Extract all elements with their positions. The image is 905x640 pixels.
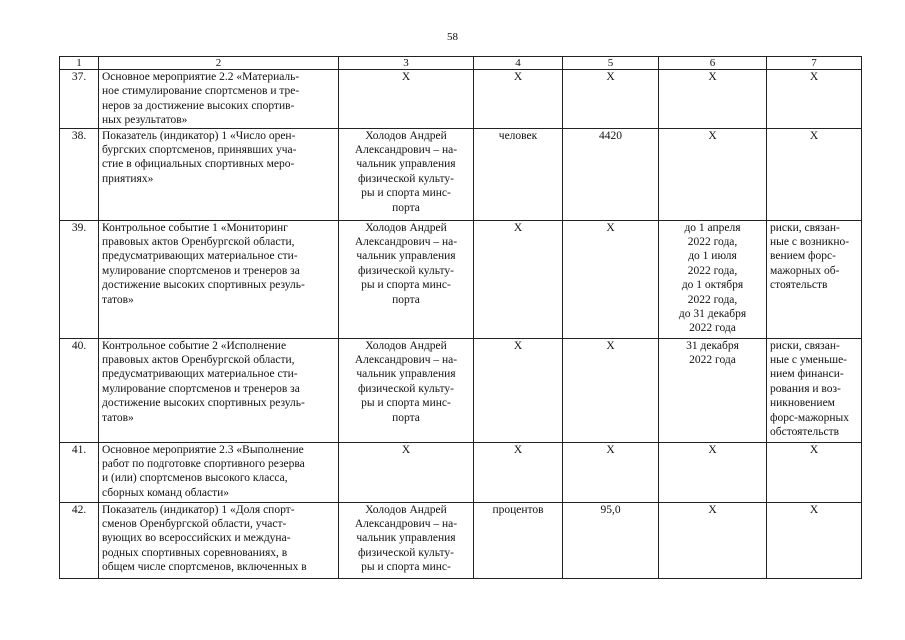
row-risks: Х [767,70,862,129]
row-risks: Х [767,128,862,220]
row-name: Показатель (индикатор) 1 «Число орен- бургских спортсменов, принявших уча- стие в официальных спортивных меро- приятиях» [99,128,339,220]
row-value: Х [563,70,659,129]
row-value: Х [563,442,659,502]
row-value: Х [563,338,659,442]
row-name: Основное мероприятие 2.3 «Выполнение работ по подготовке спортивного резерва и (или) спортсменов высокого класса, сборных команд области» [99,442,339,502]
column-header: 5 [563,57,659,70]
row-unit: Х [474,442,563,502]
row-unit: процентов [474,502,563,578]
row-responsible: Х [339,442,474,502]
row-date: Х [659,128,767,220]
row-value: 4420 [563,128,659,220]
row-name: Контрольное событие 1 «Мониторинг правовых актов Оренбургской области, предусматривающих материальное сти- мулирование спортсменов и тренеров за достижение высоких спортивных резуль- татов» [99,220,339,338]
row-date: до 1 апреля 2022 года, до 1 июля 2022 года, до 1 октября 2022 года, до 31 декабря 2022 года [659,220,767,338]
row-number: 39. [60,220,99,338]
column-header: 6 [659,57,767,70]
row-date: 31 декабря 2022 года [659,338,767,442]
table-row [60,70,862,129]
row-responsible: Холодов Андрей Александрович – на- чальник управления физической культу- ры и спорта минс- [339,502,474,578]
column-header: 4 [474,57,563,70]
table-row [60,128,862,220]
row-value: Х [563,220,659,338]
row-date: Х [659,70,767,129]
table-row [60,220,862,338]
table-row [60,442,862,502]
column-header: 3 [339,57,474,70]
row-unit: человек [474,128,563,220]
row-risks: риски, связан- ные с возникно- вением форс- мажорных об- стоятельств [767,220,862,338]
row-responsible: Холодов Андрей Александрович – на- чальник управления физической культу- ры и спорта минс- порта [339,338,474,442]
row-number: 40. [60,338,99,442]
row-risks: Х [767,502,862,578]
row-number: 42. [60,502,99,578]
row-value: 95,0 [563,502,659,578]
row-date: Х [659,502,767,578]
column-number-row [60,57,862,70]
row-responsible: Холодов Андрей Александрович – на- чальник управления физической культу- ры и спорта минс- порта [339,128,474,220]
row-number: 41. [60,442,99,502]
row-number: 37. [60,70,99,129]
row-unit: Х [474,220,563,338]
column-header: 7 [767,57,862,70]
row-date: Х [659,442,767,502]
row-unit: Х [474,70,563,129]
table-row [60,338,862,442]
plan-table [59,56,862,579]
row-risks: Х [767,442,862,502]
row-responsible: Х [339,70,474,129]
row-responsible: Холодов Андрей Александрович – на- чальник управления физической культу- ры и спорта минс- порта [339,220,474,338]
row-number: 38. [60,128,99,220]
row-unit: Х [474,338,563,442]
page-number: 58 [447,31,458,43]
column-header: 1 [60,57,99,70]
row-risks: риски, связан- ные с уменьше- нием финанси- рования и воз- никновением форс-мажорных обстоятельств [767,338,862,442]
table-row [60,502,862,578]
row-name: Основное мероприятие 2.2 «Материаль- ное стимулирование спортсменов и тре- неров за достижение высоких спортив- ных результатов» [99,70,339,129]
row-name: Показатель (индикатор) 1 «Доля спорт- сменов Оренбургской области, участ- вующих во всероссийских и междуна- родных спортивных соревнованиях, в общем числе спортсменов, включенных в [99,502,339,578]
row-name: Контрольное событие 2 «Исполнение правовых актов Оренбургской области, предусматривающих материальное сти- мулирование спортсменов и тренеров за достижение высоких спортивных резуль- татов» [99,338,339,442]
column-header: 2 [99,57,339,70]
